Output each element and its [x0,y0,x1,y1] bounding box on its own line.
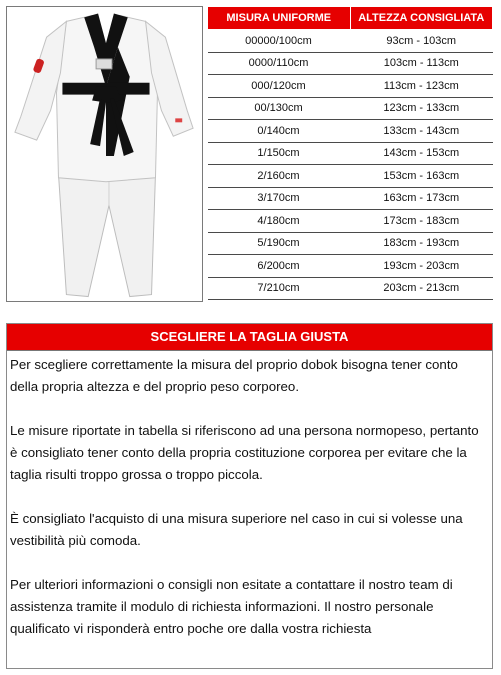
table-row [208,120,493,143]
paragraph-3: È consigliato l'acquisto di una misura superiore nel caso in cui si volesse una vestibilità più comoda. [10,511,463,548]
table-row [208,187,493,210]
size-cell: 00000/100cm [208,30,351,53]
size-cell: 4/180cm [208,210,351,233]
size-guide-panel [6,323,493,669]
paragraph-1: Per scegliere correttamente la misura del proprio dobok bisogna tener conto della propria altezza e del proprio peso corporeo. [10,357,458,394]
header-altezza-consigliata: ALTEZZA CONSIGLIATA [350,7,493,30]
height-cell: 163cm - 173cm [350,187,493,210]
size-guide-title: SCEGLIERE LA TAGLIA GIUSTA [7,324,492,351]
height-cell: 193cm - 203cm [350,255,493,278]
size-cell: 3/170cm [208,187,351,210]
size-cell: 00/130cm [208,97,351,120]
size-cell: 1/150cm [208,142,351,165]
height-cell: 123cm - 133cm [350,97,493,120]
height-cell: 113cm - 123cm [350,75,493,98]
height-cell: 93cm - 103cm [350,30,493,53]
size-cell: 0000/110cm [208,52,351,75]
size-cell: 0/140cm [208,120,351,143]
table-row [208,30,493,53]
table-row [208,277,493,300]
table-row [208,165,493,188]
height-cell: 103cm - 113cm [350,52,493,75]
height-cell: 153cm - 163cm [350,165,493,188]
table-row [208,210,493,233]
height-cell: 173cm - 183cm [350,210,493,233]
size-cell: 6/200cm [208,255,351,278]
header-misura-uniforme: MISURA UNIFORME [208,7,351,30]
height-cell: 143cm - 153cm [350,142,493,165]
uniform-photo [6,6,203,302]
table-row [208,97,493,120]
size-table [207,6,493,300]
size-table-body [208,30,493,300]
height-cell: 133cm - 143cm [350,120,493,143]
size-cell: 5/190cm [208,232,351,255]
size-table-header [208,7,493,30]
table-row [208,75,493,98]
dobok-illustration [7,7,202,301]
paragraph-4: Per ulteriori informazioni o consigli non esitate a contattare il nostro team di assistenza tramite il modulo di richiesta informazioni. Il nostro personale qualificato vi risponderà entro poche ore dalla vostra richiesta [10,577,453,636]
height-cell: 183cm - 193cm [350,232,493,255]
size-cell: 2/160cm [208,165,351,188]
paragraph-2: Le misure riportate in tabella si riferiscono ad una persona normopeso, pertanto è consigliato tener conto della propria costituzione corporea per evitare che la taglia risulti troppo grossa o troppo piccola. [10,423,479,482]
table-row [208,232,493,255]
table-row [208,255,493,278]
table-row [208,142,493,165]
size-cell: 7/210cm [208,277,351,300]
size-cell: 000/120cm [208,75,351,98]
size-guide-text [7,351,492,640]
table-row [208,52,493,75]
height-cell: 203cm - 213cm [350,277,493,300]
